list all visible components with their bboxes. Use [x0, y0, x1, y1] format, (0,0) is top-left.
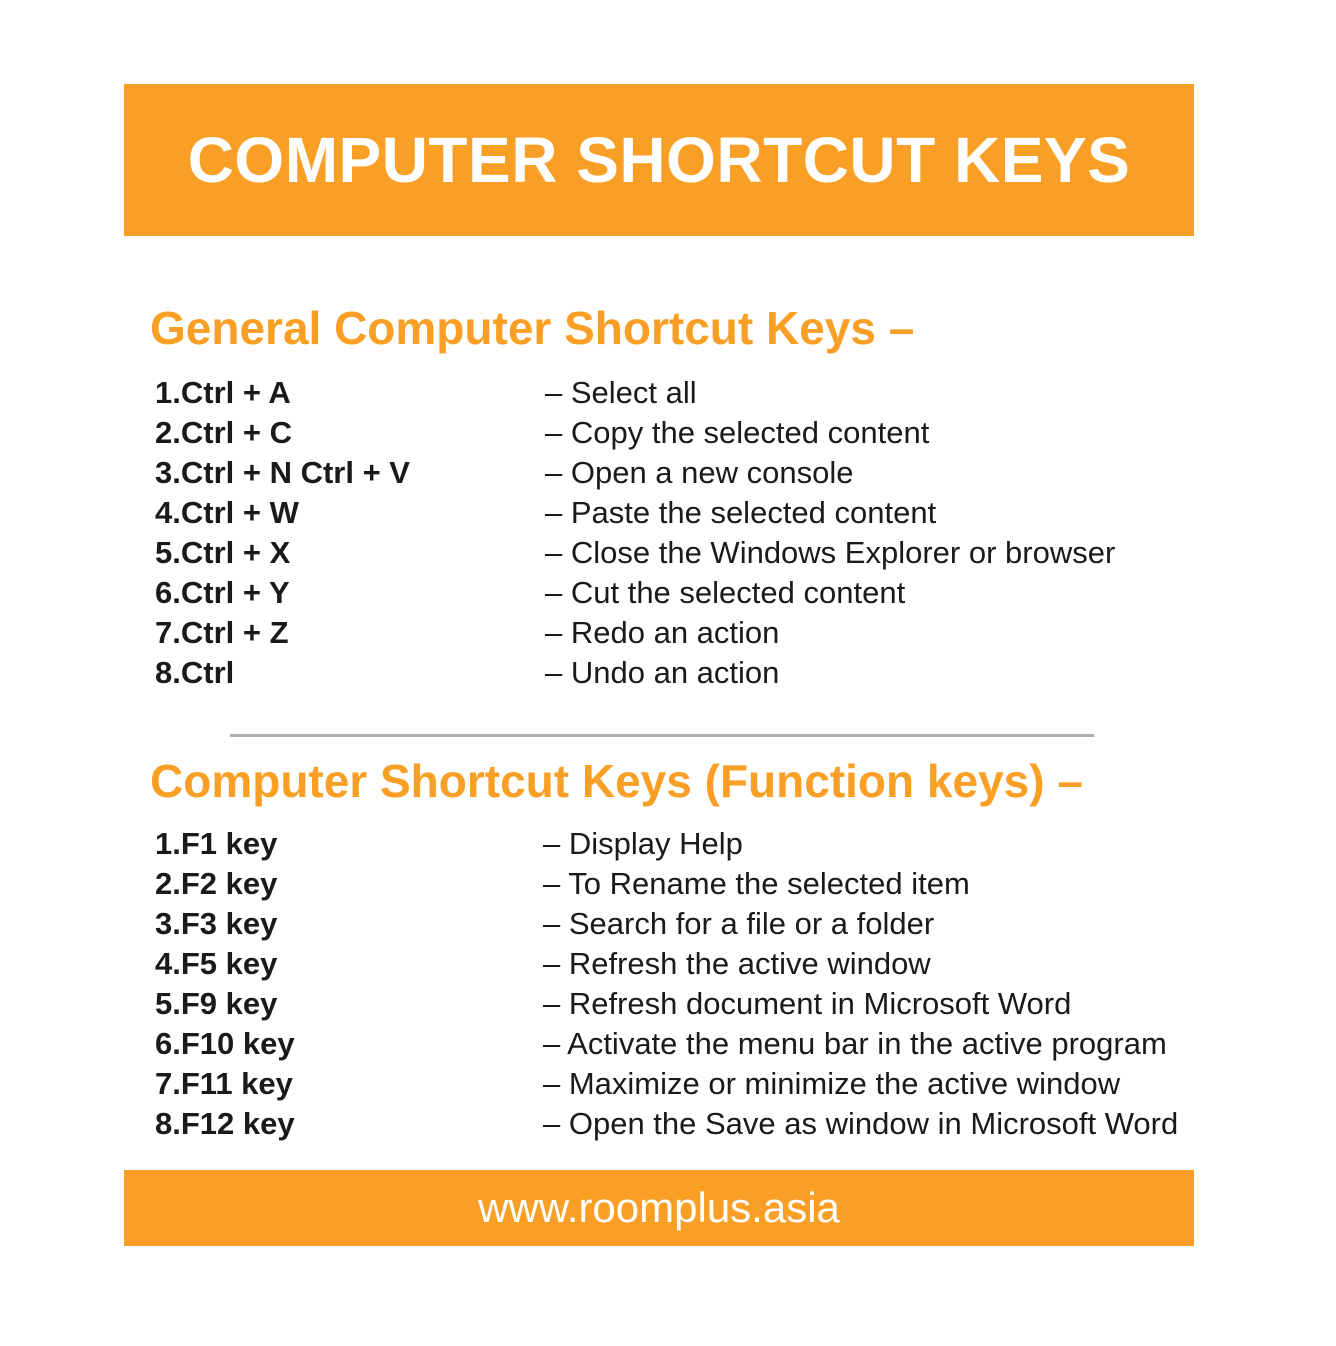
shortcut-key: 1.F1 key — [155, 826, 278, 861]
footer-url: www.roomplus.asia — [478, 1184, 840, 1231]
shortcut-row — [155, 453, 1275, 493]
shortcut-row — [155, 1104, 1275, 1144]
shortcut-key: 6.F10 key — [155, 1026, 295, 1061]
function-section-heading: Computer Shortcut Keys (Function keys) – — [150, 755, 1083, 807]
shortcut-row — [155, 1024, 1275, 1064]
shortcut-key: 1.Ctrl + A — [155, 375, 291, 410]
shortcut-key: 3.F3 key — [155, 906, 278, 941]
shortcut-key: 6.Ctrl + Y — [155, 575, 290, 610]
shortcut-description: – Close the Windows Explorer or browser — [545, 535, 1116, 570]
shortcut-key: 7.F11 key — [155, 1066, 293, 1101]
shortcut-key: 2.Ctrl + C — [155, 415, 292, 450]
shortcut-key: 5.F9 key — [155, 986, 278, 1021]
function-shortcut-list — [155, 824, 1275, 1144]
shortcut-row — [155, 653, 1275, 693]
shortcut-key: 8.F12 key — [155, 1106, 295, 1141]
shortcut-key: 3.Ctrl + N Ctrl + V — [155, 455, 410, 490]
shortcut-description: – Copy the selected content — [545, 415, 930, 450]
shortcut-row — [155, 493, 1275, 533]
shortcut-description: – Maximize or minimize the active window — [543, 1066, 1121, 1101]
shortcut-row — [155, 533, 1275, 573]
shortcut-key: 4.F5 key — [155, 946, 278, 981]
shortcut-description: – Search for a file or a folder — [543, 906, 935, 941]
footer-banner — [124, 1170, 1194, 1246]
shortcut-description: – Display Help — [543, 826, 743, 861]
shortcut-description: – Refresh document in Microsoft Word — [543, 986, 1072, 1021]
shortcut-description: – Paste the selected content — [545, 495, 937, 530]
shortcut-key: 4.Ctrl + W — [155, 495, 299, 530]
shortcut-row — [155, 864, 1275, 904]
shortcut-row — [155, 373, 1275, 413]
shortcut-description: – Refresh the active window — [543, 946, 931, 981]
shortcut-key: 7.Ctrl + Z — [155, 615, 289, 650]
shortcut-description: – To Rename the selected item — [543, 866, 970, 901]
general-shortcut-list — [155, 373, 1275, 693]
shortcut-row — [155, 1064, 1275, 1104]
shortcut-key: 5.Ctrl + X — [155, 535, 291, 570]
shortcut-description: – Cut the selected content — [545, 575, 906, 610]
shortcut-row — [155, 824, 1275, 864]
shortcut-description: – Activate the menu bar in the active program — [543, 1026, 1167, 1061]
title-banner — [124, 84, 1194, 236]
shortcut-row — [155, 573, 1275, 613]
shortcut-row — [155, 944, 1275, 984]
shortcut-row — [155, 904, 1275, 944]
shortcut-description: – Redo an action — [545, 615, 780, 650]
shortcut-description: – Open the Save as window in Microsoft Word — [543, 1106, 1179, 1141]
shortcut-row — [155, 613, 1275, 653]
shortcut-description: – Undo an action — [545, 655, 780, 690]
page-title: COMPUTER SHORTCUT KEYS — [187, 124, 1131, 196]
section-divider — [230, 734, 1094, 737]
shortcut-description: – Open a new console — [545, 455, 854, 490]
shortcut-key: 2.F2 key — [155, 866, 278, 901]
shortcut-row — [155, 984, 1275, 1024]
shortcut-description: – Select all — [545, 375, 697, 410]
shortcut-key: 8.Ctrl — [155, 655, 235, 690]
general-section-heading: General Computer Shortcut Keys – — [150, 302, 915, 354]
shortcut-row — [155, 413, 1275, 453]
